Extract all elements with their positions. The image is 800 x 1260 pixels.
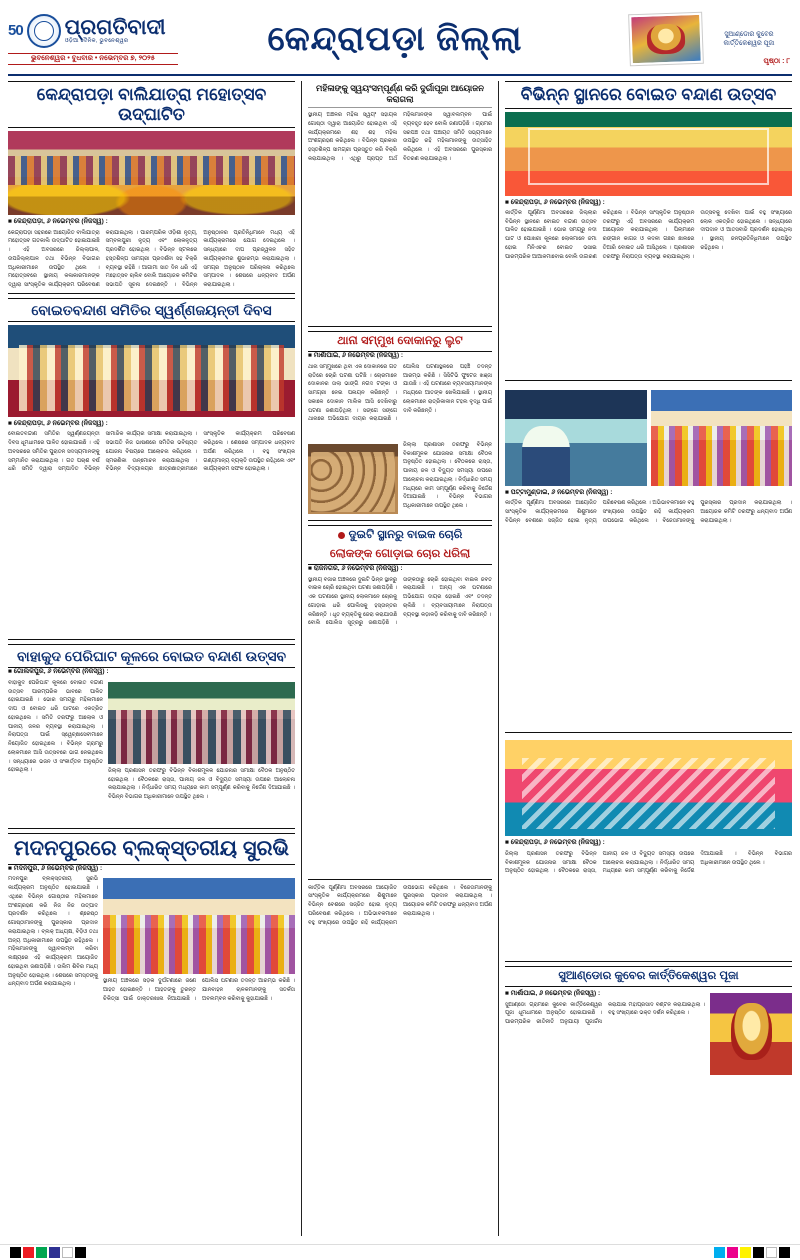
registration-swatches-left <box>10 1247 86 1258</box>
headline-madanpur: ମଦନପୁରରେ ବ୍ଲକ୍‌ସ୍ତରୀୟ ସୁରଭି <box>8 833 295 865</box>
article-kubera-puja <box>505 966 792 1081</box>
headline-bike-chori-line1: ଦୁଇଟି ସ୍ଥାନରୁ ବାଇକ ଚୋରି <box>348 528 463 541</box>
swatch-green <box>36 1247 47 1258</box>
photo-children-culture <box>651 390 792 486</box>
byline-balijatra: ■ କେନ୍ଦ୍ରାପଡ଼ା, ୬ ନଭେମ୍ବର (ନିଜସ୍ୱ) : <box>8 218 108 226</box>
headline-balijatra: କେନ୍ଦ୍ରାପଡ଼ା ବାଲିଯାତ୍ରା ମହୋତ୍ସବ ଉଦ୍‌ଘାଟିତ <box>8 81 295 128</box>
photo-boita-banner <box>505 112 792 196</box>
photo-bahakuda-group <box>108 682 295 764</box>
body-thana-loot-cont: ଜିଲ୍ଲା ପ୍ରଶାସନ ତରଫରୁ ବିଭିନ୍ନ ବିକାଶମୂଳକ ଯୋଜନାର ସମୀକ୍ଷା ବୈଠକ ଅନୁଷ୍ଠିତ ହୋଇଥିଲା । ବୈଠକରେ ରାସ୍ତା, ପାନୀୟ ଜଳ ଓ ବିଦ୍ୟୁତ ସମସ୍ୟା ଉପରେ ଆଲୋଚନା କରାଯାଇଥିଲା । ନିର୍ଦ୍ଧାରିତ ସମୟ ମଧ୍ୟରେ କାମ ସମ୍ପୂର୍ଣ୍ଣ କରିବାକୁ ନିର୍ଦ୍ଦେଶ ଦିଆଯାଇଛି । ବିଭିନ୍ନ ବିଭାଗର ଅଧିକାରୀମାନେ ଉପସ୍ଥିତ ଥିଲେ । <box>402 441 493 509</box>
column-left <box>8 81 295 1236</box>
thana-photo-wrap <box>308 441 492 517</box>
body-thana-loot: ଥାନା ସମ୍ମୁଖରେ ଥିବା ଏକ ଦୋକାନରେ ଗତ ରାତିରେ ଚୋରି ଘଟଣା ଘଟିଛି । ଚୋରମାନେ ଦୋକାନର ତାଲା ଭାଙ୍ଗି ନଗଦ ଟଙ୍କା ଓ ସାମଗ୍ରୀ ନେଇ ପଳାୟନ କରିଛନ୍ତି । ସକାଳେ ଦୋକାନ ମାଲିକ ଆସି ଦେଖିବାରୁ ଘଟଣା ଜଣାପଡ଼ିଥିଲା । ସଙ୍ଗେ ସଙ୍ଗେ ଥାନାରେ ଅଭିଯୋଗ ଦାୟର କରାଯାଇଛି । ପୋଲିସ ଘଟଣାସ୍ଥଳରେ ପହଞ୍ଚି ତଦନ୍ତ ଆରମ୍ଭ କରିଛି । ସିସିଟିଭି ଫୁଟେଜ ଖଞ୍ଜା ଯାଉଛି । ଏହି ଘଟଣାରେ ବ୍ୟବସାୟୀମାନଙ୍କ ମଧ୍ୟରେ ଆତଙ୍କ ଖେଳିଯାଇଛି । ସ୍ଥାନୀୟ ଲୋକମାନେ ରାତ୍ରିକାଳୀନ ଟହଲ ବୃଦ୍ଧି ପାଇଁ ଦାବି କରିଛନ୍ତି । <box>307 363 493 423</box>
swatch-yellow <box>740 1247 751 1258</box>
article-mahila-durgapuja <box>308 81 492 327</box>
kubera-wrap <box>505 990 792 1078</box>
byline-district-review: ■ କେନ୍ଦ୍ରାପଡ଼ା, ୬ ନଭେମ୍ବର (ନିଜସ୍ୱ) : <box>505 839 605 847</box>
photo-swarnajayanti-dais <box>8 325 295 417</box>
masthead-thumbnail-caption: ସୁଆଣ୍ଡୋର କୁବେର କାର୍ତ୍ତିକେଶ୍ୱର ପୂଜା <box>723 30 775 47</box>
article-district-review <box>505 737 792 961</box>
byline-pattamundai: ■ ପଟ୍ଟାମୁଣ୍ଡାଇ, ୬ ନଭେମ୍ବର (ନିଜସ୍ୱ) : <box>505 488 613 496</box>
article-bike-chori <box>308 525 492 880</box>
byline-madanpur: ■ ମଦନପୁର, ୬ ନଭେମ୍ବର (ନିଜସ୍ୱ) : <box>8 864 103 872</box>
pattamundai-photo-row <box>505 387 792 489</box>
body-pattamundai: କାର୍ତ୍ତିକ ପୂର୍ଣ୍ଣିମା ଅବସରରେ ଆୟୋଜିତ ସାଂସ୍କୃତିକ କାର୍ଯ୍ୟକ୍ରମରେ ଶିଶୁମାନେ ବିଭିନ୍ନ ବେଶରେ ସଜ୍ଜିତ ହୋଇ ନୃତ୍ୟ ପରିବେଷଣ କରିଥିଲେ । ଅଭିଭାବକମାନେ ବହୁ ସଂଖ୍ୟାରେ ଉପସ୍ଥିତ ରହି କାର୍ଯ୍ୟକ୍ରମ ଉପଭୋଗ କରିଥିଲେ । ବିଜେତାମାନଙ୍କୁ ପୁରସ୍କାର ପ୍ରଦାନ କରାଯାଇଥିଲା । ଆୟୋଜକ କମିଟି ତରଫରୁ ଧନ୍ୟବାଦ ଅର୍ପଣ କରାଯାଇଥିଲା । <box>505 500 792 524</box>
publication-subtitle: ଓଡ଼ିଆ ଦୈନିକ, ଭୁବନେଶ୍ୱର <box>64 37 129 44</box>
photo-balijatra-stage <box>8 131 295 215</box>
body-bike-chori: ସ୍ଥାନୀୟ ବଜାର ଅଞ୍ଚଳରେ ଦୁଇଟି ଭିନ୍ନ ସ୍ଥାନରୁ ବାଇକ ଚୋରି ହୋଇଥିବା ଘଟଣା ଜଣାପଡ଼ିଛି । ଏକ ଘଟଣାରେ ସ୍ଥାନୀୟ ଲୋକମାନେ ଚୋରକୁ ଗୋଡ଼ାଇ ଧରି ପୋଲିସକୁ ହସ୍ତାନ୍ତର କରିଛନ୍ତି । ଧୃତ ବ୍ୟକ୍ତିକୁ ଜେରା କରାଯାଉଛି ବୋଲି ପୋଲିସ ସୂତ୍ରରୁ ଜଣାପଡ଼ିଛି । ତାଙ୍କଠାରୁ ଚୋରି ହୋଇଥିବା ବାଇକ ଜବତ କରାଯାଇଛି । ଅନ୍ୟ ଏକ ଘଟଣାରେ ଅଭିଯୋଗ ଦାୟର ହୋଇଛି ଏବଂ ତଦନ୍ତ ଚାଲିଛି । ବ୍ୟବସାୟୀମାନେ ନିରାପତ୍ତା ବ୍ୟବସ୍ଥା କଡ଼ାକଡ଼ି କରିବାକୁ ଦାବି କରିଛନ୍ତି । <box>307 576 493 627</box>
swatch-white-2 <box>766 1247 777 1258</box>
body-swarnajayanti: ବୋଇତବନ୍ଦାଣ ସମିତିର ସ୍ୱର୍ଣ୍ଣଜୟନ୍ତୀ ଦିବସ ଧୂମଧାମରେ ପାଳିତ ହୋଇଯାଇଛି । ଏହି ଅବସରରେ ସମିତିର ପୁରାତନ ସଦସ୍ୟମାନଙ୍କୁ ସମ୍ମାନିତ କରାଯାଇଥିଲା । ଗତ ପଚାଶ ବର୍ଷ ଧରି ସମିତି ଦ୍ୱାରା ସମ୍ପାଦିତ ବିଭିନ୍ନ ସାମାଜିକ କାର୍ଯ୍ୟର ସମୀକ୍ଷା କରାଯାଇଥିଲା । ସଭାପତି ନିଜ ଭାଷଣରେ ସମିତିର ଭବିଷ୍ୟତ ଯୋଜନା ବିଷୟରେ ଆଲୋଚନା କରିଥିଲେ । ସ୍ମରଣିକା ଉନ୍ମୋଚନ କରାଯାଇଥିଲା । ବିଭିନ୍ନ ବିଦ୍ୟାଳୟର ଛାତ୍ରଛାତ୍ରୀମାନେ ସାଂସ୍କୃତିକ କାର୍ଯ୍ୟକ୍ରମ ପରିବେଷଣ କରିଥିଲେ । ଶେଷରେ ସମ୍ପାଦକ ଧନ୍ୟବାଦ ଅର୍ପଣ କରିଥିଲେ । ବହୁ ସଂଖ୍ୟକ ଗଣ୍ୟମାନ୍ୟ ବ୍ୟକ୍ତି ଉପସ୍ଥିତ ରହିଥିଲେ ଏବଂ କାର୍ଯ୍ୟକ୍ରମ ସଫଳ ହୋଇଥିଲା । <box>8 431 295 473</box>
content-grid <box>8 81 792 1236</box>
byline-boita-bandana: ■ କେନ୍ଦ୍ରାପଡ଼ା, ୬ ନଭେମ୍ବର (ନିଜସ୍ୱ) : <box>505 198 605 206</box>
publisher-logo-icon <box>27 14 61 48</box>
headline-thana-loot: ଥାନା ସମ୍ମୁଖ ଦୋକାନରୁ ଲୁଟ <box>308 331 492 352</box>
madanpur-photo-wrap <box>103 875 295 1065</box>
article-boita-bandana <box>505 81 792 381</box>
headline-boita-bandana: ବିଭିନ୍ନ ସ୍ଥାନରେ ବୋଇତ ବନ୍ଦାଣ ଉତ୍ସବ <box>505 81 792 109</box>
bahakuda-body-wrap <box>8 679 295 825</box>
headline-bike-chori-line2: ଲୋକଙ୍କ ଗୋଡ଼ାଇ ଚୋର ଧରିଲା <box>308 545 492 565</box>
edition-title: କେନ୍ଦ୍ରାପଡ଼ା ଜିଲ୍ଲା <box>267 19 523 58</box>
body-balijatra: କେନ୍ଦ୍ରାପଡ଼ା ସହରରେ ଆୟୋଜିତ ବାଲିଯାତ୍ରା ମହୋତ୍ସବ ଗତକାଲି ଉଦ୍‌ଘାଟିତ ହୋଇଯାଇଛି । ଏହି ଅବସରରେ ଜିଲ୍ଲାପାଳ, ଉପଜିଲ୍ଲାପାଳ ତଥା ବିଭିନ୍ନ ବିଭାଗର ଅଧିକାରୀମାନେ ଉପସ୍ଥିତ ଥିଲେ । ମହୋତ୍ସବରେ ସ୍ଥାନୀୟ କଳାକାରମାନଙ୍କ ଦ୍ୱାରା ସାଂସ୍କୃତିକ କାର୍ଯ୍ୟକ୍ରମ ପରିବେଷଣ କରାଯାଇଥିଲା । ପାରମ୍ପରିକ ଓଡ଼ିଶୀ ନୃତ୍ୟ, ସମ୍ବଲପୁରୀ ନୃତ୍ୟ ଏବଂ ଲୋକନୃତ୍ୟ ପ୍ରଦର୍ଶିତ ହୋଇଥିଲା । ବିଭିନ୍ନ ସ୍ଟଲରେ ହସ୍ତଶିଳ୍ପ ସାମଗ୍ରୀ ପ୍ରଦର୍ଶନୀ ସହ ବିକ୍ରି ବ୍ୟବସ୍ଥା ରହିଛି । ଆଗାମୀ ସାତ ଦିନ ଧରି ଏହି ମହୋତ୍ସବ ଚାଲିବ ବୋଲି ଆୟୋଜକ କମିଟିର ସଭାପତି ସୂଚନା ଦେଇଛନ୍ତି । ବିଭିନ୍ନ ଅନୁଷ୍ଠାନର ପ୍ରତିନିଧିମାନେ ମଧ୍ୟ ଏହି କାର୍ଯ୍ୟକ୍ରମରେ ଯୋଗ ଦେଇଥିଲେ । ସନ୍ଧ୍ୟାରେ ଦୀପ ପ୍ରଜ୍ୱଳନ ସହିତ କାର୍ଯ୍ୟକ୍ରମର ଶୁଭାରମ୍ଭ କରାଯାଇଥିଲା । ସମଗ୍ର ଅନୁଷ୍ଠାନ ପରିଚାଳନା କରିଥିଲେ ସମ୍ପାଦକ । ଶେଷରେ ଧନ୍ୟବାଦ ଅର୍ପଣ କରାଯାଇଥିଲା । <box>8 229 295 289</box>
masthead-thumbnail-photo <box>629 13 703 65</box>
body-boita-bandana: କାର୍ତ୍ତିକ ପୂର୍ଣ୍ଣିମା ଅବସରରେ ଜିଲ୍ଲାର ବିଭିନ୍ନ ସ୍ଥାନରେ ବୋଇତ ବନ୍ଦାଣ ଉତ୍ସବ ପାଳିତ ହୋଇଯାଇଛି । ଭୋର ସମୟରୁ ନଦୀ ଘାଟ ଓ ପୋଖରୀ କୂଳରେ ଲୋକମାନେ ଜମା ହୋଇ ମିନିଏଚର ବୋଇତ ଭସାଇ ପାରମ୍ପରିକ ଆଆକମାବୋଇ ବୋଲି ଉଚ୍ଚାରଣ କରିଥିଲେ । ବିଭିନ୍ନ ସାଂସ୍କୃତିକ ଅନୁଷ୍ଠାନ ତରଫରୁ ଏହି ଅବସରରେ କାର୍ଯ୍ୟକ୍ରମ ଆୟୋଜନ କରାଯାଇଥିଲା । ପିଲାମାନେ ରଙ୍ଗୀନ କାଗଜ ଓ କଦଳୀ ଗଛର ଛାଲରେ ତିଆରି ବୋଇତ ଧରି ଆସିଥିଲେ । ପ୍ରଶାସନ ତରଫରୁ ନିରାପତ୍ତା ବ୍ୟବସ୍ଥା କରାଯାଇଥିଲା । ଉତ୍ସବକୁ ଦେଖିବା ପାଇଁ ବହୁ ସଂଖ୍ୟାରେ ଲୋକ ଏକତ୍ରିତ ହୋଇଥିଲେ । ସନ୍ଧ୍ୟାରେ ଦୀପଦାନ ଓ ଆତସବାଜି ପ୍ରଦର୍ଶନ ହୋଇଥିଲା । ସ୍ଥାନୀୟ ଜନପ୍ରତିନିଧିମାନେ ଉପସ୍ଥିତ ରହିଥିଲେ । <box>505 209 792 260</box>
body-madanpur-col2: ସ୍ଥାନୀୟ ଅଞ୍ଚଳରେ ସଡ଼କ ଦୁର୍ଘଟଣାରେ ଜଣେ ଆହତ ହୋଇଛନ୍ତି । ଆହତଙ୍କୁ ତୁରନ୍ତ ଚିକିତ୍ସା ପାଇଁ ଡାକ୍ତରଖାନା ନିଆଯାଇଛି । ପୋଲିସ ଘଟଣାର ତଦନ୍ତ ଆରମ୍ଭ କରିଛି । ଯାନବାହନ ଚାଳକମାନଙ୍କୁ ସତର୍କତା ଅବଲମ୍ବନ କରିବାକୁ କୁହାଯାଇଛି । <box>103 978 295 1002</box>
photo-seized-goods <box>308 444 398 514</box>
swatch-white <box>62 1247 73 1258</box>
body-kubera-puja: ସୁଆଣ୍ଡୋ ଗ୍ରାମରେ କୁବେର କାର୍ତ୍ତିକେଶ୍ୱର ପୂଜା ଧୂମଧାମରେ ଅନୁଷ୍ଠିତ ହୋଇଯାଇଛି । ପାରମ୍ପରିକ ରୀତିନୀତି ଅନୁଯାୟୀ ପୂଜାର୍ଚ୍ଚନା କରାଯାଇ ମହାପ୍ରସାଦ ବଣ୍ଟନ କରାଯାଇଥିଲା । ବହୁ ସଂଖ୍ୟାରେ ଭକ୍ତ ଦର୍ଶନ କରିଥିଲେ । <box>505 1001 705 1026</box>
bullet-headline-row <box>310 529 490 542</box>
masthead <box>8 6 792 76</box>
swatch-key-2 <box>779 1247 790 1258</box>
swatch-cyan <box>714 1247 725 1258</box>
page-number: ପୃଷ୍ଠା : ୮ <box>763 58 790 65</box>
masthead-brand-row <box>8 14 178 48</box>
headline-bike-chori-line1-wrap <box>308 525 492 545</box>
column-divider-2 <box>498 81 499 1236</box>
headline-bahakuda: ବାହାକୁଦ ପେରିଘାଟ କୂଳରେ ବୋଇତ ବନ୍ଦାଣ ଉତ୍ସବ <box>8 644 295 668</box>
headline-kubera-puja: ସୁଆଣ୍ଡୋର କୁବେର କାର୍ତ୍ତିକେଶ୍ୱର ପୂଜା <box>505 966 792 987</box>
article-thana-loot <box>308 331 492 521</box>
bullet-dot-icon <box>338 532 345 539</box>
swatch-key <box>753 1247 764 1258</box>
dateline: ଭୁବନେଶ୍ୱର • ବୁଧବାର • ନଭେମ୍ବର ୭, ୨୦୨୫ <box>8 53 178 65</box>
headline-swarnajayanti: ବୋଇତବନ୍ଦାଣ ସମିତିର ସ୍ୱର୍ଣ୍ଣଜୟନ୍ତୀ ଦିବସ <box>8 298 295 322</box>
swatch-magenta <box>727 1247 738 1258</box>
photo-kubera-deity <box>710 993 792 1075</box>
photo-speaker <box>505 390 647 486</box>
publication-name: ପ୍ରଗତିବାଦୀ <box>64 15 166 39</box>
article-balijatra <box>8 81 295 294</box>
anniversary-badge: 50 <box>8 22 23 39</box>
masthead-left <box>8 6 178 72</box>
article-pattamundai-cultural <box>505 385 792 733</box>
column-right <box>505 81 792 1236</box>
bahakuda-photo-wrap <box>108 679 295 825</box>
photo-boita-festival <box>505 740 792 836</box>
photo-madanpur-participants <box>103 878 295 974</box>
column-divider-1 <box>301 81 302 1236</box>
byline-thana-loot: ■ ମାର୍ଶାଘାଇ, ୬ ନଭେମ୍ବର (ନିଜସ୍ୱ) : <box>307 352 404 360</box>
swatch-blue <box>49 1247 60 1258</box>
body-bahakuda-col1: ବାହାକୁଦ ପେରିଘାଟ କୂଳରେ ବୋଇତ ବନ୍ଦାଣ ଉତ୍ସବ ପାରମ୍ପରିକ ଭାବରେ ପାଳିତ ହୋଇଯାଇଛି । ଭୋର ସମୟରୁ ମହିଳାମାନେ ଦୀପ ଓ ବୋଇତ ଧରି ଘାଟରେ ଏକତ୍ରିତ ହୋଇଥିଲେ । ସମିତି ତରଫରୁ ଆଲୋକ ଓ ପାନୀୟ ଜଳର ବ୍ୟବସ୍ଥା କରାଯାଇଥିଲା । ନିରାପତ୍ତା ପାଇଁ ସ୍ୱେଚ୍ଛାସେବୀମାନେ ନିୟୋଜିତ ହୋଇଥିଲେ । ବିଭିନ୍ନ ଗ୍ରାମରୁ ଲୋକମାନେ ଆସି ଉତ୍ସବରେ ଭାଗ ନେଇଥିଲେ । ସନ୍ଧ୍ୟାରେ ଭଜନ ଓ ସଂକୀର୍ତ୍ତନ ଅନୁଷ୍ଠିତ ହୋଇଥିଲା । <box>8 679 103 774</box>
byline-swarnajayanti: ■ କେନ୍ଦ୍ରାପଡ଼ା, ୬ ନଭେମ୍ବର (ନିଜସ୍ୱ) : <box>8 419 108 427</box>
registration-swatches-right <box>714 1247 790 1258</box>
article-madanpur-surabhi <box>8 833 295 1069</box>
swatch-black <box>10 1247 21 1258</box>
body-misc-middle: କାର୍ତ୍ତିକ ପୂର୍ଣ୍ଣିମା ଅବସରରେ ଆୟୋଜିତ ସାଂସ୍କୃତିକ କାର୍ଯ୍ୟକ୍ରମରେ ଶିଶୁମାନେ ବିଭିନ୍ନ ବେଶରେ ସଜ୍ଜିତ ହୋଇ ନୃତ୍ୟ ପରିବେଷଣ କରିଥିଲେ । ଅଭିଭାବକମାନେ ବହୁ ସଂଖ୍ୟାରେ ଉପସ୍ଥିତ ରହି କାର୍ଯ୍ୟକ୍ରମ ଉପଭୋଗ କରିଥିଲେ । ବିଜେତାମାନଙ୍କୁ ପୁରସ୍କାର ପ୍ରଦାନ କରାଯାଇଥିଲା । ଆୟୋଜକ କମିଟି ତରଫରୁ ଧନ୍ୟବାଦ ଅର୍ପଣ କରାଯାଇଥିଲା । <box>307 884 493 926</box>
byline-kubera-puja: ■ ମାର୍ଶାଘାଇ, ୬ ନଭେମ୍ବର (ନିଜସ୍ୱ) : <box>505 990 601 998</box>
body-madanpur-col1: ମଦନପୁର ବ୍ଲକ୍‌ସ୍ତରୀୟ ସୁରଭି କାର୍ଯ୍ୟକ୍ରମ ଅନୁଷ୍ଠିତ ହୋଇଯାଇଛି । ଏଥିରେ ବିଭିନ୍ନ ଗୋଷ୍ଠୀର ମହିଳାମାନେ ଅଂଶଗ୍ରହଣ କରି ନିଜ ନିଜ ଉତ୍ପାଦ ପ୍ରଦର୍ଶନ କରିଥିଲେ । ଶ୍ରେଷ୍ଠ ଗୋଷ୍ଠୀମାନଙ୍କୁ ପୁରସ୍କାର ପ୍ରଦାନ କରାଯାଇଥିଲା । ବ୍ଲକ୍‌ ଅଧ୍ୟକ୍ଷ, ବିଡ଼ିଓ ତଥା ଅନ୍ୟ ଅଧିକାରୀମାନେ ଉପସ୍ଥିତ ରହିଥିଲେ । ମହିଳାମାନଙ୍କୁ ସ୍ୱାବଲମ୍ବୀ କରିବା ଲକ୍ଷ୍ୟରେ ଏହି କାର୍ଯ୍ୟକ୍ରମ ଆୟୋଜିତ ହୋଇଥିବା ଜଣାପଡ଼ିଛି । ତାଲିମ ଶିବିର ମଧ୍ୟ ଅନୁଷ୍ଠିତ ହୋଇଥିଲା । ଶେଷରେ ସମସ୍ତଙ୍କୁ ଧନ୍ୟବାଦ ଅର୍ପଣ କରାଯାଇଥିଲା । <box>8 876 98 988</box>
color-registration-strip <box>0 1244 800 1260</box>
kubera-text-wrap <box>505 990 705 1078</box>
article-swarnajayanti <box>8 298 295 641</box>
body-district-review: ଜିଲ୍ଲା ପ୍ରଶାସନ ତରଫରୁ ବିଭିନ୍ନ ବିକାଶମୂଳକ ଯୋଜନାର ସମୀକ୍ଷା ବୈଠକ ଅନୁଷ୍ଠିତ ହୋଇଥିଲା । ବୈଠକରେ ରାସ୍ତା, ପାନୀୟ ଜଳ ଓ ବିଦ୍ୟୁତ ସମସ୍ୟା ଉପରେ ଆଲୋଚନା କରାଯାଇଥିଲା । ନିର୍ଦ୍ଧାରିତ ସମୟ ମଧ୍ୟରେ କାମ ସମ୍ପୂର୍ଣ୍ଣ କରିବାକୁ ନିର୍ଦ୍ଦେଶ ଦିଆଯାଇଛି । ବିଭିନ୍ନ ବିଭାଗର ଅଧିକାରୀମାନେ ଉପସ୍ଥିତ ଥିଲେ । <box>505 850 792 875</box>
madanpur-body-wrap <box>8 875 295 1065</box>
masthead-center <box>178 6 612 72</box>
subheadline-mahila: ମହିଳାଙ୍କୁ ସ୍ୱୟଂସମ୍ପୂର୍ଣ୍ଣ କରି ଦୁର୍ଗାପୂଜା ଆୟୋଜନ କରାଗଲା <box>308 81 492 108</box>
article-misc-middle <box>308 884 492 1097</box>
article-bahakuda-peri-ghat <box>8 644 295 829</box>
byline-bike-chori: ■ ରାଜନଗର, ୬ ନଭେମ୍ବର (ନିଜସ୍ୱ) : <box>307 565 403 573</box>
body-bahakuda-col2: ଜିଲ୍ଲା ପ୍ରଶାସନ ତରଫରୁ ବିଭିନ୍ନ ବିକାଶମୂଳକ ଯୋଜନାର ସମୀକ୍ଷା ବୈଠକ ଅନୁଷ୍ଠିତ ହୋଇଥିଲା । ବୈଠକରେ ରାସ୍ତା, ପାନୀୟ ଜଳ ଓ ବିଦ୍ୟୁତ ସମସ୍ୟା ଉପରେ ଆଲୋଚନା କରାଯାଇଥିଲା । ନିର୍ଦ୍ଧାରିତ ସମୟ ମଧ୍ୟରେ କାମ ସମ୍ପୂର୍ଣ୍ଣ କରିବାକୁ ନିର୍ଦ୍ଦେଶ ଦିଆଯାଇଛି । ବିଭିନ୍ନ ବିଭାଗର ଅଧିକାରୀମାନେ ଉପସ୍ଥିତ ଥିଲେ । <box>108 767 295 801</box>
swatch-red <box>23 1247 34 1258</box>
swatch-black-2 <box>75 1247 86 1258</box>
body-mahila: ସ୍ଥାନୀୟ ଅଞ୍ଚଳର ମହିଳା ସ୍ୱୟଂ ସହାୟକ ଗୋଷ୍ଠୀ ଦ୍ୱାରା ଆୟୋଜିତ ହୋଇଥିବା ଏହି କାର୍ଯ୍ୟକ୍ରମରେ ଶହ ଶହ ମହିଳା ଅଂଶଗ୍ରହଣ କରିଥିଲେ । ବିଭିନ୍ନ ପ୍ରକାର ହସ୍ତଶିଳ୍ପ ସାମଗ୍ରୀ ପ୍ରସ୍ତୁତ କରି ବିକ୍ରି କରାଯାଇଥିଲା । ଏଥିରୁ ପ୍ରାପ୍ତ ଅର୍ଥ ମହିଳାମାନଙ୍କ ସ୍ୱାବଲମ୍ବନ ପାଇଁ ବ୍ୟବହୃତ ହେବ ବୋଲି ଜଣାପଡ଼ିଛି । ଗ୍ରାମର ସରପଞ୍ଚ ତଥା ପଞ୍ଚାୟତ ସମିତି ସଭ୍ୟମାନେ ଉପସ୍ଥିତ ରହି ମହିଳାମାନଙ୍କୁ ଉତ୍ସାହିତ କରିଥିଲେ । ଏହି ଅବସରରେ ପୁରସ୍କାର ବିତରଣ କରାଯାଇଥିଲା । <box>307 112 493 162</box>
byline-bahakuda: ■ ଗୋଲକପୁର, ୬ ନଭେମ୍ବର (ନିଜସ୍ୱ) : <box>8 668 109 676</box>
column-middle <box>308 81 492 1236</box>
